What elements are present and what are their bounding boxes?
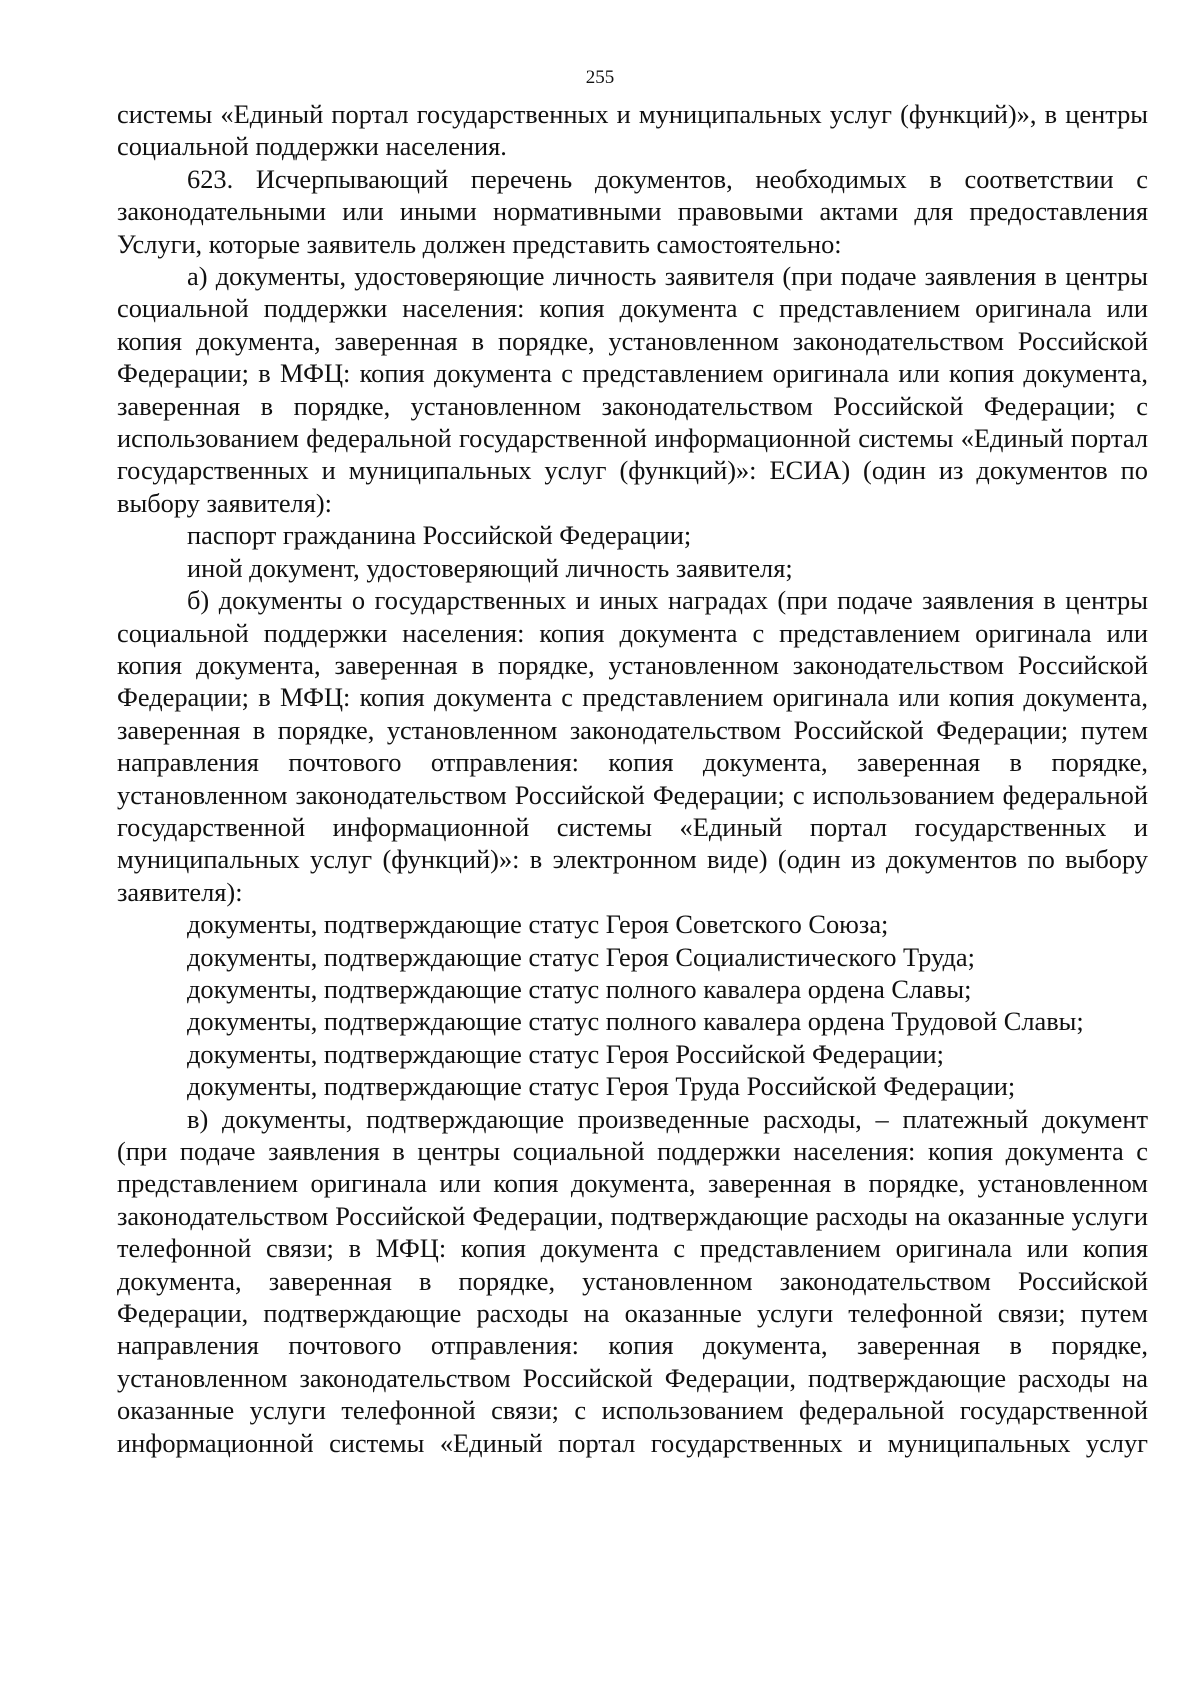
paragraph: 623. Исчерпывающий перечень документов, необходимых в соответствии с законодательными или иными нормативными правовыми актами для предоставления Услуги, которые заявитель должен представить самостоятельно: [117, 163, 1148, 259]
paragraph: документы, подтверждающие статус Героя Социалистического Труда; [187, 941, 975, 972]
paragraph: документы, подтверждающие статус полного кавалера ордена Трудовой Славы; [187, 1006, 1084, 1037]
paragraph: паспорт гражданина Российской Федерации; [187, 520, 692, 551]
paragraph: системы «Единый портал государственных и муниципальных услуг (функций)», в центры социальной поддержки населения. [117, 99, 1148, 162]
paragraph: документы, подтверждающие статус Героя Труда Российской Федерации; [187, 1071, 1016, 1102]
page-number: 255 [585, 67, 615, 88]
paragraph: документы, подтверждающие статус Героя Советского Союза; [187, 909, 889, 940]
paragraph: иной документ, удостоверяющий личность заявителя; [187, 552, 793, 583]
paragraph: б) документы о государственных и иных наградах (при подаче заявления в центры социальной поддержки населения: копия документа с представлением оригинала или копия документа, заверенная в порядке, установленном законодательством Российской Федерации; в МФЦ: копия документа с представлением оригинала или копия документа, заверенная в порядке, установленном законодательством Российской Федерации; путем направления почтового отправления: копия документа, заверенная в порядке, установленном законодательством Российской Федерации; с использованием федеральной государственной информационной системы «Единый портал государственных и муниципальных услуг (функций)»: в электронном виде) (один из документов по выбору заявителя): [117, 585, 1148, 907]
document-body [117, 98, 1148, 1459]
paragraph: документы, подтверждающие статус Героя Российской Федерации; [187, 1038, 944, 1069]
paragraph: документы, подтверждающие статус полного кавалера ордена Славы; [187, 973, 972, 1004]
paragraph: в) документы, подтверждающие произведенные расходы, – платежный документ (при подаче заявления в центры социальной поддержки населения: копия документа с представлением оригинала или копия документа, заверенная в порядке, установленном законодательством Российской Федерации, подтверждающие расходы на оказанные услуги телефонной связи; в МФЦ: копия документа с представлением оригинала или копия документа, заверенная в порядке, установленном законодательством Российской Федерации, подтверждающие расходы на оказанные услуги телефонной связи; путем направления почтового отправления: копия документа, заверенная в порядке, установленном законодательством Российской Федерации, подтверждающие расходы на оказанные услуги телефонной связи; с использованием федеральной государственной информационной системы «Единый портал государственных и муниципальных услуг [117, 1103, 1148, 1458]
paragraph: а) документы, удостоверяющие личность заявителя (при подаче заявления в центры социальной поддержки населения: копия документа с представлением оригинала или копия документа, заверенная в порядке, установленном законодательством Российской Федерации; в МФЦ: копия документа с представлением оригинала или копия документа, заверенная в порядке, установленном законодательством Российской Федерации; с использованием федеральной государственной информационной системы «Единый портал государственных и муниципальных услуг (функций)»: ЕСИА) (один из документов по выбору заявителя): [117, 261, 1148, 518]
